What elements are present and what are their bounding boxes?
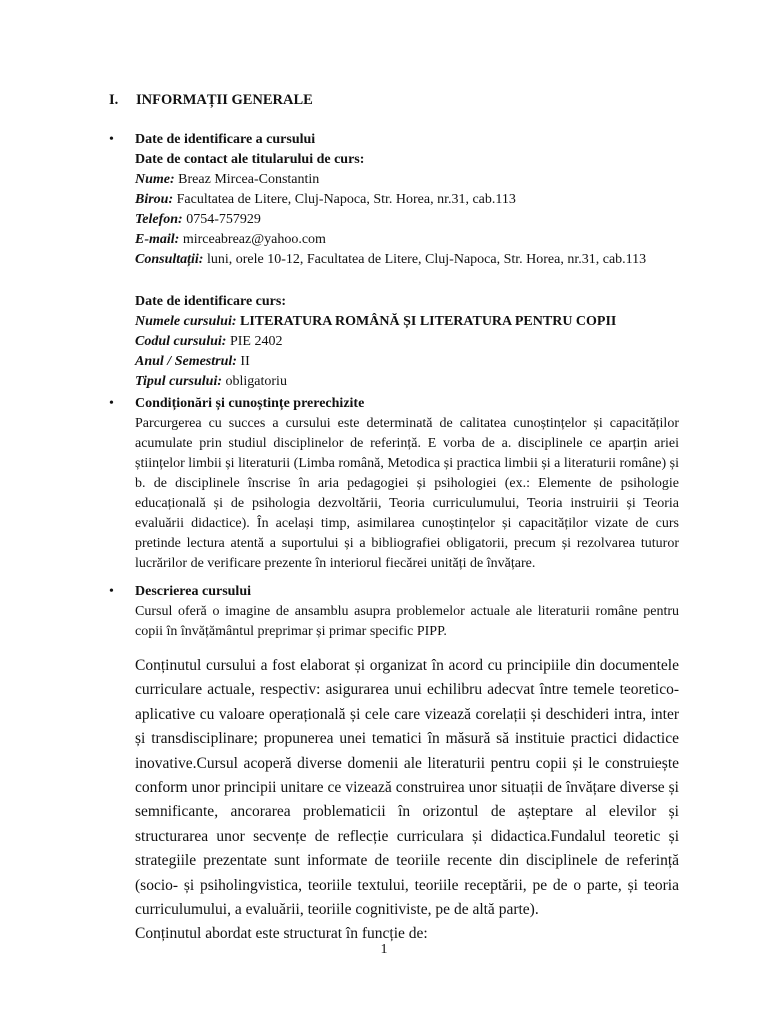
section-prerequisites [109,394,679,574]
heading-title: INFORMAȚII GENERALE [136,92,313,108]
field-course-name: Numele cursului: LITERATURA ROMÂNĂ ȘI LITERATURA PENTRU COPII [135,314,617,329]
description-paragraph: Conținutul cursului a fost elaborat și organizat în acord cu principiile din documentele curriculare actuale, respectiv: asigurarea unui echilibru adecvat între temele teoretico-aplicative cu valoare operațională și cele care vizează corelații și deschideri intra, inter și transdisciplinare; propunerea unei tematici în măsură să instituie practici didactice inovative.Cursul acoperă diverse domenii ale literaturii pentru copii și le construiește conform unor principii unitare ce vizează construirea unor situații de învățare diverse și semnificante, ancorarea problematicii în orizontul de așteptare al elevilor și structurarea unor secvențe de reflecție curriculara și didactica.Fundalul teoretic și strategiile prezentate sunt informate de teoriile recente din disciplinele de referință (socio- și psiholingvistica, teoriile textului, teoriile receptării, pe de o parte, și teoria curriculumului, a evaluării, teoriile cognitiviste, pe de altă parte). [135,657,679,919]
section-title: Descrierea cursului [135,584,251,599]
field-phone: Telefon: 0754-757929 [135,212,261,227]
bullet-icon: • [109,584,114,599]
section-heading [109,92,313,109]
section-title: Date de identificare a cursului [135,132,316,147]
section-description [109,582,679,947]
contact-heading: Date de contact ale titularului de curs: [135,152,365,167]
field-office: Birou: Facultatea de Litere, Cluj-Napoca, Str. Horea, nr.31, cab.113 [135,192,516,207]
field-email: E-mail: mirceabreaz@yahoo.com [135,232,326,247]
field-course-code: Codul cursului: PIE 2402 [135,334,283,349]
description-last-line: Conținutul abordat este structurat în funcție de: [135,925,428,943]
field-consultations: Consultații: luni, orele 10-12, Facultatea de Litere, Cluj-Napoca, Str. Horea, nr.31, cab.113 [135,252,647,267]
prerequisites-text: Parcurgerea cu succes a cursului este determinată de calitatea cunoștințelor și capacităților acumulate prin studiul disciplinelor de referință. E vorba de a. disciplinele ce aparțin ariei științelor limbii și literaturii (Limba română, Metodica și practica limbii și a literaturii române) și b. de disciplinele înscrise în aria pedagogiei și psihologiei (ex.: Elemente de psihologie educațională și de psihologia dezvoltării, Teoria curriculumului, Teoria instruirii și Teoria evaluării didactice). În același timp, asimilarea cunoștințelor și capacităților vizate de curs pretinde lectura atentă a suportului și a bibliografiei obligatorii, precum și rezolvarea tuturor lucrărilor de verificare prezente în interiorul fiecărei unități de învățare. [135,416,679,571]
description-intro: Cursul oferă o imagine de ansamblu asupra problemelor actuale ale literaturii române pentru copii în învățământul preprimar și primar specific PIPP. [135,604,679,639]
field-year-semester: Anul / Semestrul: II [135,354,250,369]
heading-number: I. [109,92,119,108]
page-number: 1 [380,942,388,957]
bullet-icon: • [109,132,114,147]
field-course-type: Tipul cursului: obligatoriu [135,374,287,389]
bullet-icon: • [109,396,114,411]
section-identification [109,130,679,392]
field-name: Nume: Breaz Mircea-Constantin [135,172,320,187]
section-title: Condiționări și cunoștințe prerechizite [135,396,365,411]
course-heading: Date de identificare curs: [135,294,286,309]
